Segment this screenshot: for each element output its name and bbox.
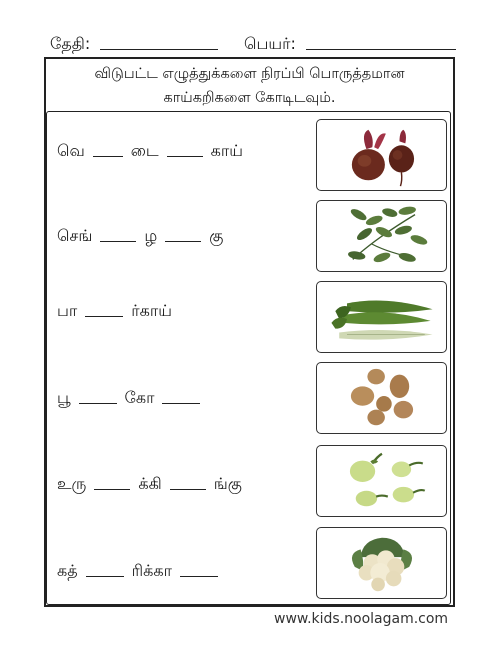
brinjal-illustration [317,446,446,516]
instructions-line-1: விடுபட்ட எழுத்துக்களை நிரப்பி பொருத்தமான [94,66,405,82]
footer-website-url: www.kids.noolagam.com [274,611,449,627]
potatoes-illustration [317,363,446,433]
brinjal-picture[interactable] [316,445,447,517]
word-puzzle-row-6 [57,560,226,582]
blank-line[interactable] [93,156,123,157]
date-field-line[interactable] [100,49,218,50]
blank-line[interactable] [100,241,136,242]
letter-part: பூ [57,388,71,407]
letter-part: கு [209,226,224,245]
blank-line[interactable] [86,576,124,577]
blank-line[interactable] [180,576,218,577]
letter-part: வெ [57,141,85,160]
letter-part: செங் [57,226,93,245]
letter-part: பா [57,301,78,320]
blank-line[interactable] [79,403,117,404]
potatoes-picture[interactable] [316,362,447,434]
letter-part: உரு [57,474,87,493]
word-puzzle-row-5 [57,473,242,495]
word-puzzle-row-1 [57,140,243,162]
instructions [46,62,453,110]
blank-line[interactable] [94,489,130,490]
date-label: தேதி: [50,34,91,53]
cauliflower-picture[interactable] [316,527,447,599]
beetroot-illustration [317,120,446,190]
curry-leaves-picture[interactable] [316,200,447,272]
letter-part: கத் [57,561,78,580]
word-puzzle-row-3 [57,300,172,322]
blank-line[interactable] [170,489,206,490]
instructions-line-2: காய்கறிகளை கோடிடவும். [163,90,336,106]
name-field-line[interactable] [306,49,456,50]
blank-line[interactable] [162,403,200,404]
letter-part: டை [130,141,159,160]
letter-part: ங்கு [213,474,242,493]
curry-leaves-illustration [317,201,446,271]
okra-illustration [317,282,446,352]
word-puzzle-row-2 [57,225,223,247]
blank-line[interactable] [85,316,123,317]
letter-part: கோ [124,388,155,407]
beetroot-picture[interactable] [316,119,447,191]
letter-part: ர்காய் [131,301,172,320]
name-label: பெயர்: [244,34,296,53]
letter-part: காய் [210,141,243,160]
letter-part: ரிக்கா [131,561,172,580]
letter-part: ழ [144,226,158,245]
okra-picture[interactable] [316,281,447,353]
word-puzzle-row-4 [57,387,208,409]
blank-line[interactable] [167,156,203,157]
blank-line[interactable] [165,241,201,242]
cauliflower-illustration [317,528,446,598]
letter-part: க்கி [138,474,162,493]
